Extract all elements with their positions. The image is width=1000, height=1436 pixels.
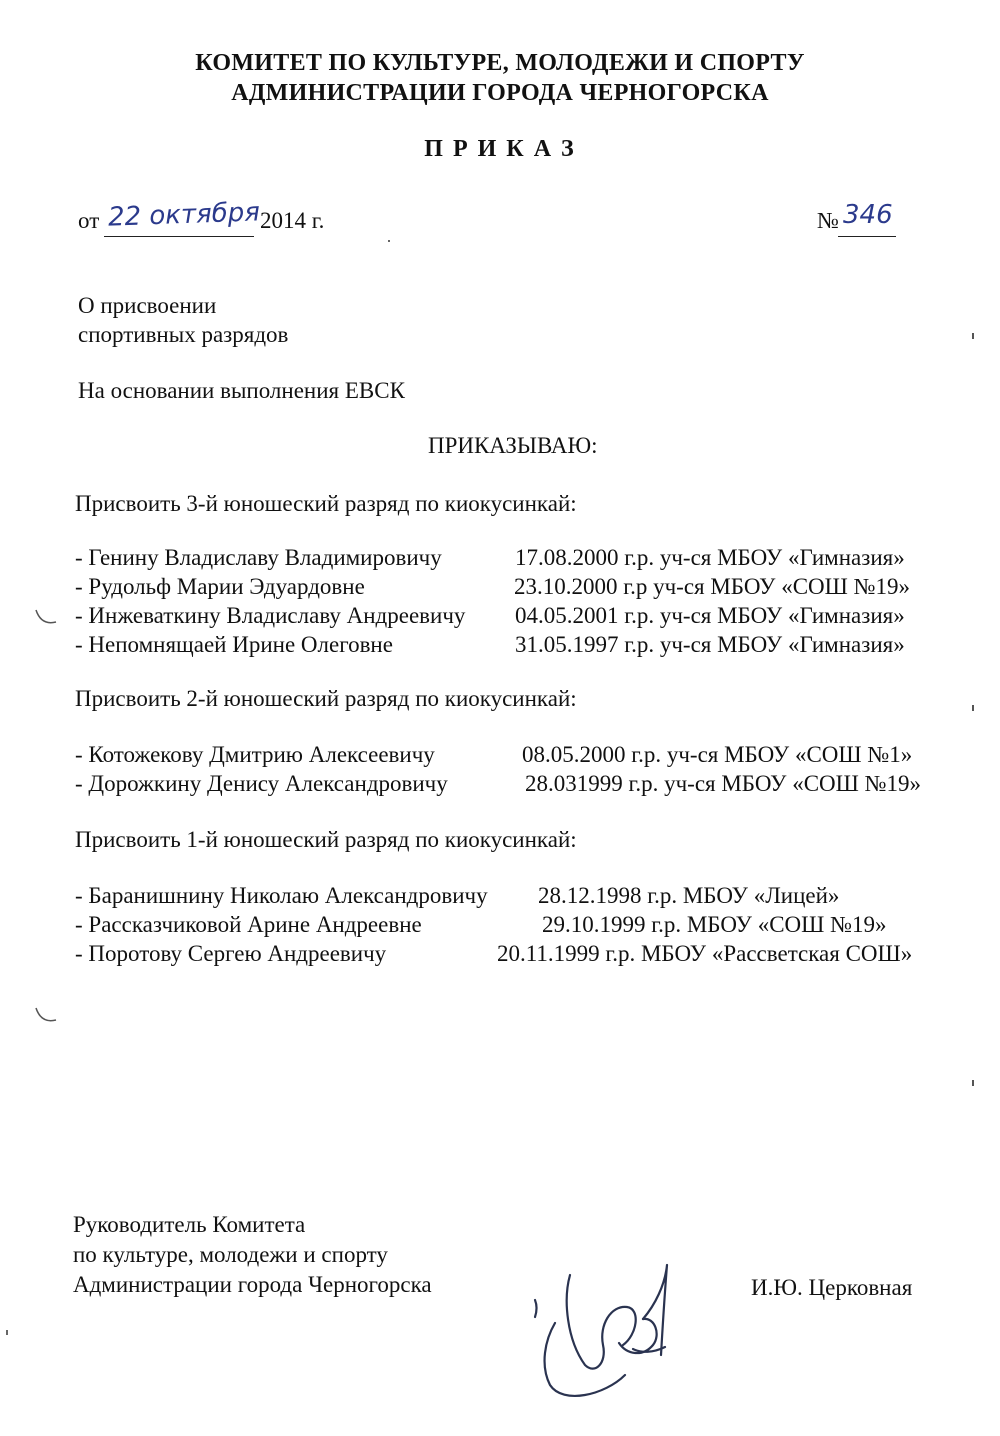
number-prefix: №	[817, 208, 839, 233]
athlete-details: 31.05.1997 г.р. уч-ся МБОУ «Гимназия»	[515, 632, 905, 657]
athlete-name: - Непомнящаей Ирине Олеговне	[75, 632, 393, 657]
handwritten-signature	[515, 1245, 715, 1405]
date-prefix: от	[78, 208, 100, 233]
subject-line2: спортивных разрядов	[78, 322, 289, 347]
date-underline	[104, 236, 254, 237]
athlete-details: 29.10.1999 г.р. МБОУ «СОШ №19»	[542, 912, 887, 937]
order-heading: ПРИКАЗЫВАЮ:	[428, 433, 598, 458]
list-item	[75, 632, 975, 662]
document-type-title: П Р И К А З	[424, 136, 576, 162]
scan-speck	[972, 705, 974, 711]
signer-name: И.Ю. Церковная	[751, 1275, 913, 1300]
athlete-name: - Котожекову Дмитрию Алексеевичу	[75, 742, 435, 767]
athlete-details: 28.12.1998 г.р. МБОУ «Лицей»	[538, 883, 840, 908]
scan-speck	[972, 1080, 974, 1086]
list-item	[75, 574, 975, 604]
signatory-title-line2: по культуре, молодежи и спорту	[73, 1242, 388, 1267]
section-title: Присвоить 2-й юношеский разряд по киокусинкай:	[75, 686, 577, 711]
athlete-name: - Рассказчиковой Арине Андреевне	[75, 912, 422, 937]
section-title: Присвоить 3-й юношеский разряд по киокусинкай:	[75, 491, 577, 516]
scan-margin-mark	[32, 1000, 62, 1030]
signatory-title-line3: Администрации города Черногорска	[73, 1272, 432, 1297]
athlete-name: - Дорожкину Денису Александровичу	[75, 771, 448, 796]
scan-speck	[388, 240, 390, 242]
athlete-name: - Рудольф Марии Эдуардовне	[75, 574, 365, 599]
list-item	[75, 603, 975, 633]
subject-line1: О присвоении	[78, 293, 217, 318]
committee-title-line1: КОМИТЕТ ПО КУЛЬТУРЕ, МОЛОДЕЖИ И СПОРТУ	[195, 50, 805, 76]
handwritten-date: 22 октября	[107, 197, 261, 233]
athlete-name: - Баранишнину Николаю Александровичу	[75, 883, 488, 908]
athlete-name: - Инжеваткину Владиславу Андреевичу	[75, 603, 466, 628]
list-item	[75, 742, 975, 772]
athlete-name: - Генину Владиславу Владимировичу	[75, 545, 442, 570]
signatory-title-line1: Руководитель Комитета	[73, 1212, 306, 1237]
athlete-name: - Поротову Сергею Андреевичу	[75, 941, 387, 966]
list-item	[75, 771, 975, 801]
athlete-details: 17.08.2000 г.р. уч-ся МБОУ «Гимназия»	[515, 545, 905, 570]
committee-title-line2: АДМИНИСТРАЦИИ ГОРОДА ЧЕРНОГОРСКА	[231, 80, 769, 106]
basis-text: На основании выполнения ЕВСК	[78, 378, 405, 403]
section-title: Присвоить 1-й юношеский разряд по киокусинкай:	[75, 827, 577, 852]
athlete-details: 08.05.2000 г.р. уч-ся МБОУ «СОШ №1»	[522, 742, 913, 767]
list-item	[75, 883, 975, 913]
scan-speck	[6, 1330, 8, 1335]
handwritten-number: 346	[843, 200, 893, 230]
athlete-details: 23.10.2000 г.р уч-ся МБОУ «СОШ №19»	[514, 574, 911, 599]
number-underline	[838, 236, 896, 237]
date-year: 2014 г.	[260, 208, 325, 233]
athlete-details: 20.11.1999 г.р. МБОУ «Рассветская СОШ»	[497, 941, 913, 966]
scan-speck	[972, 333, 974, 339]
list-item	[75, 941, 975, 971]
scan-margin-mark	[32, 600, 62, 630]
list-item	[75, 912, 975, 942]
list-item	[75, 545, 975, 575]
athlete-details: 28.031999 г.р. уч-ся МБОУ «СОШ №19»	[525, 771, 922, 796]
athlete-details: 04.05.2001 г.р. уч-ся МБОУ «Гимназия»	[515, 603, 905, 628]
